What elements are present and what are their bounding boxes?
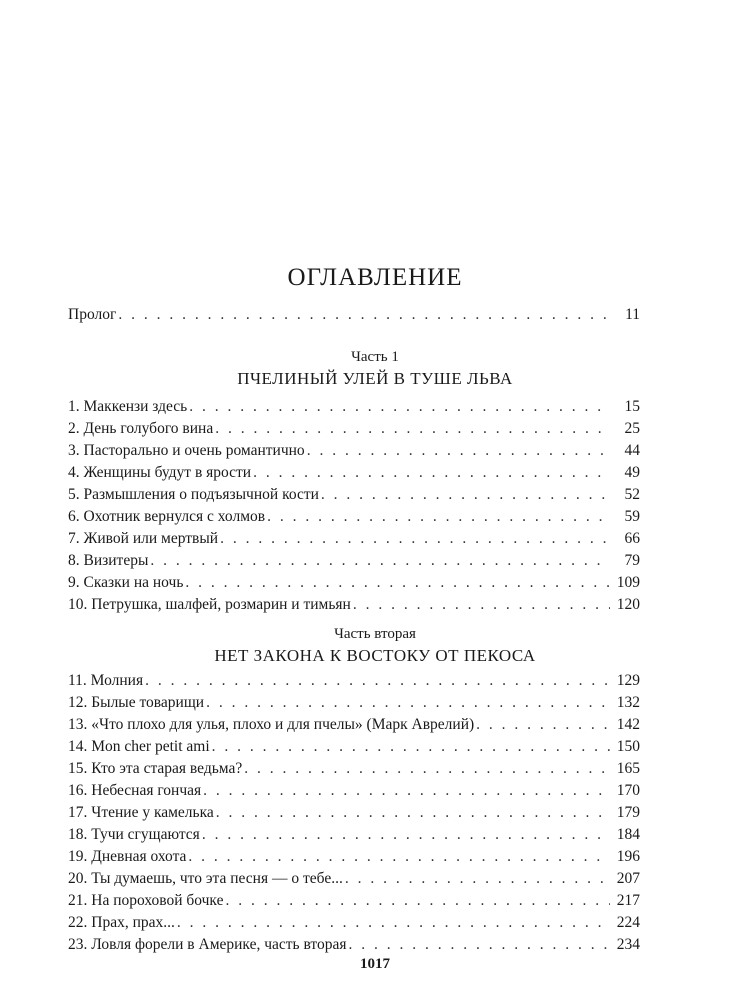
part-1-label: Часть 1	[351, 349, 399, 365]
toc-entry	[68, 934, 640, 956]
toc-entry-title: 23. Ловля форели в Америке, часть вторая	[68, 936, 347, 953]
toc-entry-page: 165	[616, 760, 640, 777]
dot-leader	[185, 572, 610, 594]
dot-leader	[189, 396, 610, 418]
toc-entry	[68, 758, 640, 780]
toc-entry	[68, 462, 640, 484]
dot-leader	[118, 304, 610, 326]
toc-entry-title: 5. Размышления о подъязычной кости	[68, 486, 319, 503]
dot-leader	[307, 440, 610, 462]
toc-entry	[68, 484, 640, 506]
toc-entry-page: 109	[616, 574, 640, 591]
toc-entry	[68, 912, 640, 934]
toc-entry-page: 217	[616, 892, 640, 909]
dot-leader	[202, 824, 610, 846]
toc-entry	[68, 418, 640, 440]
toc-entry-page: 179	[616, 804, 640, 821]
dot-leader	[349, 934, 611, 956]
dot-leader	[145, 670, 610, 692]
toc-entry	[68, 396, 640, 418]
toc-entry	[68, 528, 640, 550]
toc-entry-title: 11. Молния	[68, 672, 144, 689]
toc-entry-page: 15	[624, 398, 640, 415]
toc-entry-title: 14. Mon cher petit ami	[68, 738, 210, 755]
toc-entry-page: 120	[616, 596, 640, 613]
toc-entry-page: 49	[624, 464, 640, 481]
toc-entry-page: 79	[624, 552, 640, 569]
dot-leader	[267, 506, 610, 528]
toc-entry-title: 6. Охотник вернулся с холмов	[68, 508, 266, 525]
toc-entry-page: 184	[616, 826, 640, 843]
dot-leader	[188, 846, 610, 868]
toc-entry-page: 25	[624, 420, 640, 437]
toc-entry-title: Пролог	[68, 306, 117, 323]
toc-entry-title: 16. Небесная гончая	[68, 782, 202, 799]
toc-entry	[68, 714, 640, 736]
dot-leader	[206, 692, 610, 714]
toc-entry	[68, 868, 640, 890]
toc-entry	[68, 692, 640, 714]
part-2-label: Часть вторая	[334, 626, 416, 642]
dot-leader	[150, 550, 610, 572]
dot-leader	[225, 890, 610, 912]
dot-leader	[244, 758, 610, 780]
dot-leader	[203, 780, 610, 802]
toc-entry	[68, 594, 640, 616]
toc-entry-title: 19. Дневная охота	[68, 848, 187, 865]
part-1-title: ПЧЕЛИНЫЙ УЛЕЙ В ТУШЕ ЛЬВА	[237, 369, 513, 388]
toc-entry-title: 3. Пасторально и очень романтично	[68, 442, 305, 459]
toc-entry-title: 7. Живой или мертвый	[68, 530, 219, 547]
toc-entry-title: 13. «Что плохо для улья, плохо и для пчелы» (Марк Аврелий)	[68, 716, 475, 733]
toc-entry	[68, 572, 640, 594]
dot-leader	[216, 802, 610, 824]
toc-entry-page: 132	[616, 694, 640, 711]
toc-entry-page: 142	[616, 716, 640, 733]
toc-entry-page: 66	[624, 530, 640, 547]
toc-entry-page: 129	[616, 672, 640, 689]
toc-entry	[68, 736, 640, 758]
toc-entry-page: 196	[616, 848, 640, 865]
toc-entry-title: 22. Прах, прах...	[68, 914, 175, 931]
toc-entry-page: 150	[616, 738, 640, 755]
part-2-title: НЕТ ЗАКОНА К ВОСТОКУ ОТ ПЕКОСА	[214, 646, 536, 665]
toc-entry-prologue	[68, 304, 640, 326]
toc-entry-page: 207	[616, 870, 640, 887]
toc-entry-page: 170	[616, 782, 640, 799]
toc-entry-title: 12. Былые товарищи	[68, 694, 205, 711]
toc-entry-title: 4. Женщины будут в ярости	[68, 464, 252, 481]
toc-entry-page: 11	[625, 306, 640, 323]
dot-leader	[215, 418, 610, 440]
toc-entry	[68, 506, 640, 528]
toc-entry-title: 10. Петрушка, шалфей, розмарин и тимьян	[68, 596, 351, 613]
toc-entry	[68, 846, 640, 868]
toc-entry	[68, 890, 640, 912]
toc-entry	[68, 670, 640, 692]
dot-leader	[253, 462, 610, 484]
dot-leader	[220, 528, 610, 550]
toc-entry-page: 52	[624, 486, 640, 503]
toc-entry	[68, 802, 640, 824]
toc-entry-title: 2. День голубого вина	[68, 420, 214, 437]
dot-leader	[476, 714, 610, 736]
toc-entry	[68, 780, 640, 802]
toc-entry-page: 224	[616, 914, 640, 931]
toc-entry-title: 21. На пороховой бочке	[68, 892, 224, 909]
toc-entry	[68, 550, 640, 572]
dot-leader	[345, 868, 610, 890]
toc-entry-title: 18. Тучи сгущаются	[68, 826, 200, 843]
toc-entry-title: 20. Ты думаешь, что эта песня — о тебе...	[68, 870, 343, 887]
page-number: 1017	[360, 956, 390, 972]
toc-entry-title: 1. Маккензи здесь	[68, 398, 188, 415]
dot-leader	[212, 736, 610, 758]
toc-heading: ОГЛАВЛЕНИЕ	[287, 264, 463, 291]
toc-entry	[68, 440, 640, 462]
toc-entry-title: 9. Сказки на ночь	[68, 574, 184, 591]
toc-entry-page: 234	[616, 936, 640, 953]
toc-entry-page: 59	[624, 508, 640, 525]
toc-entry	[68, 824, 640, 846]
dot-leader	[321, 484, 610, 506]
toc-entry-title: 17. Чтение у камелька	[68, 804, 214, 821]
toc-entry-page: 44	[624, 442, 640, 459]
dot-leader	[353, 594, 610, 616]
toc-entry-title: 15. Кто эта старая ведьма?	[68, 760, 243, 777]
dot-leader	[177, 912, 610, 934]
toc-entry-title: 8. Визитеры	[68, 552, 149, 569]
